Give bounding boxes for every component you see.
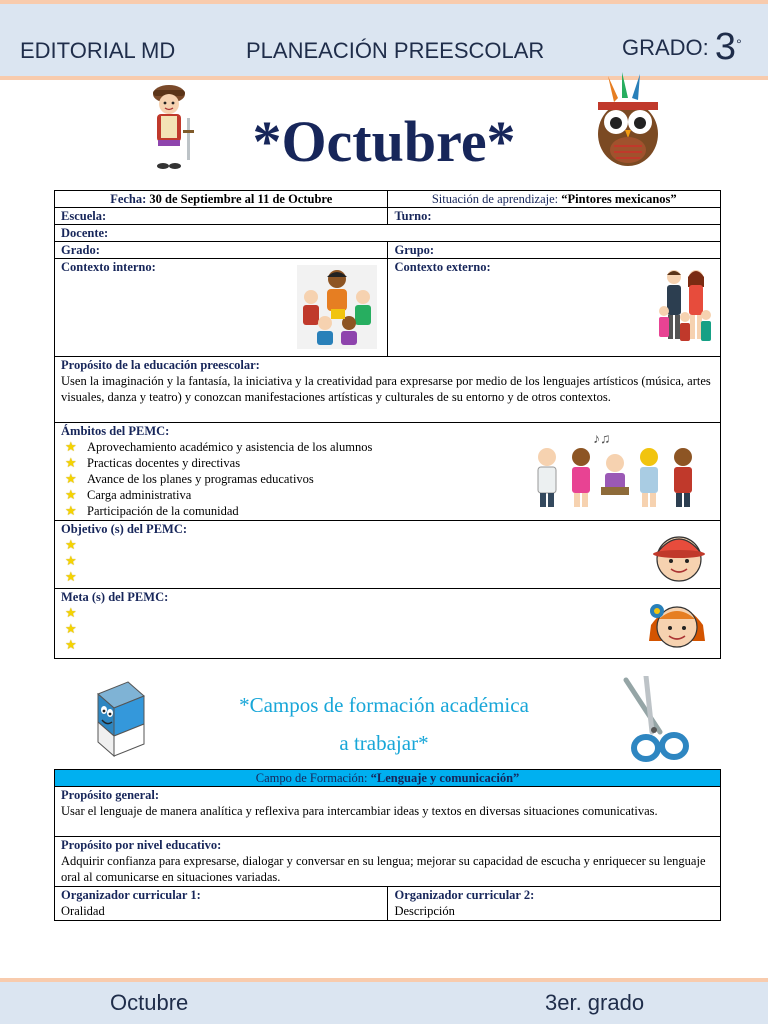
campos-heading-line2: a trabajar*: [339, 731, 429, 755]
grado-cell: [55, 242, 388, 259]
campos-heading-line1: *Campos de formación académica: [239, 693, 529, 717]
proposito-nivel-cell: [55, 837, 721, 887]
fecha-cell: [55, 191, 388, 208]
turno-label: Turno:: [394, 209, 432, 223]
children-artists-illustration: [525, 427, 707, 513]
kid-girl-flower-illustration: [641, 595, 713, 653]
docente-cell: [55, 225, 721, 242]
list-item: [87, 553, 714, 569]
situacion-cell: [388, 191, 721, 208]
proposito-cell: [55, 357, 721, 423]
proposito-nivel-text: Adquirir confianza para expresarse, dialogar y conversar en su lengua; mejorar su capacidad de escucha y enriquecer su lenguaje oral al comunicarse en situaciones variadas.: [61, 854, 706, 884]
contexto-externo-cell: [388, 259, 721, 357]
list-item: [87, 605, 714, 621]
organizador2-cell: [388, 887, 721, 921]
list-item: [87, 621, 714, 637]
campo-header-value: “Lenguaje y comunicación”: [370, 771, 520, 785]
organizador2-value: Descripción: [394, 904, 455, 918]
proposito-general-cell: [55, 787, 721, 837]
proposito-nivel-label: Propósito por nivel educativo:: [61, 838, 222, 852]
footer-month: Octubre: [110, 990, 189, 1015]
list-item: ★ Aprovechamiento académico y asistencia de los alumnos: [87, 439, 714, 455]
proposito-text: Usen la imaginación y la fantasía, la iniciativa y la creatividad para expresarse por medio de los lenguajes artísticos (música, artes visuales, danza y teatro) y conozcan manifestaciones artísticas y culturales de su entorno y de otros contextos.: [61, 374, 711, 404]
publisher-name: EDITORIAL MD: [20, 38, 176, 63]
document-type: PLANEACIÓN PREESCOLAR: [246, 38, 545, 63]
grade-indicator: [622, 26, 742, 69]
list-item: ★ Participación de la comunidad: [87, 503, 714, 519]
campo-header: [55, 770, 721, 787]
list-item: ★ Avance de los planes y programas educativos: [87, 471, 714, 487]
proposito-label: Propósito de la educación preescolar:: [61, 358, 260, 372]
proposito-general-label: Propósito general:: [61, 788, 160, 802]
proposito-general-text: Usar el lenguaje de manera analítica y reflexiva para intercambiar ideas y textos en diversas situaciones comunicativas.: [61, 804, 658, 818]
organizador2-label: Organizador curricular 2:: [394, 888, 535, 902]
situacion-label: Situación de aprendizaje:: [431, 192, 559, 206]
metas-list: [61, 605, 714, 653]
grade-number: 3: [714, 26, 737, 68]
escuela-cell: [55, 208, 388, 225]
list-item: [87, 637, 714, 653]
campo-formacion-table: [54, 769, 721, 921]
objetivos-label: Objetivo (s) del PEMC:: [61, 522, 188, 536]
organizador1-label: Organizador curricular 1:: [61, 888, 201, 902]
metas-cell: [55, 589, 721, 659]
contexto-interno-cell: [55, 259, 388, 357]
campo-header-label: Campo de Formación:: [255, 771, 368, 785]
campos-heading: [150, 686, 618, 762]
contexto-interno-label: Contexto interno:: [61, 260, 156, 274]
eraser-character-illustration: [88, 676, 150, 762]
turno-cell: [388, 208, 721, 225]
grupo-cell: [388, 242, 721, 259]
svg-text:♪♫: ♪♫: [593, 432, 611, 447]
scissors-illustration: [616, 676, 692, 766]
month-title: *Octubre*: [252, 109, 516, 174]
list-item: ★ Practicas docentes y directivas: [87, 455, 714, 471]
planning-table: [54, 190, 721, 659]
docente-label: Docente:: [61, 226, 109, 240]
fecha-label: Fecha:: [110, 192, 147, 206]
list-item: [87, 569, 714, 585]
grado-label: Grado:: [61, 243, 100, 257]
organizador1-value: Oralidad: [61, 904, 105, 918]
kid-red-cap-illustration: [647, 527, 711, 583]
list-item: ★ Carga administrativa: [87, 487, 714, 503]
grade-label: GRADO:: [622, 35, 709, 60]
objetivos-cell: [55, 521, 721, 589]
grupo-label: Grupo:: [394, 243, 435, 257]
children-reading-illustration: [297, 265, 377, 349]
metas-label: Meta (s) del PEMC:: [61, 590, 169, 604]
contexto-externo-label: Contexto externo:: [394, 260, 491, 274]
situacion-value: “Pintores mexicanos”: [561, 192, 677, 206]
fecha-value: 30 de Septiembre al 11 de Octubre: [149, 192, 333, 206]
ambitos-cell: [55, 423, 721, 521]
ambitos-label: Ámbitos del PEMC:: [61, 424, 170, 438]
escuela-label: Escuela:: [61, 209, 107, 223]
grade-degree: °: [736, 36, 742, 52]
organizador1-cell: [55, 887, 388, 921]
footer-grade: 3er. grado: [545, 990, 645, 1015]
list-item: [87, 537, 714, 553]
objetivos-list: [61, 537, 714, 585]
family-illustration: [656, 267, 714, 347]
